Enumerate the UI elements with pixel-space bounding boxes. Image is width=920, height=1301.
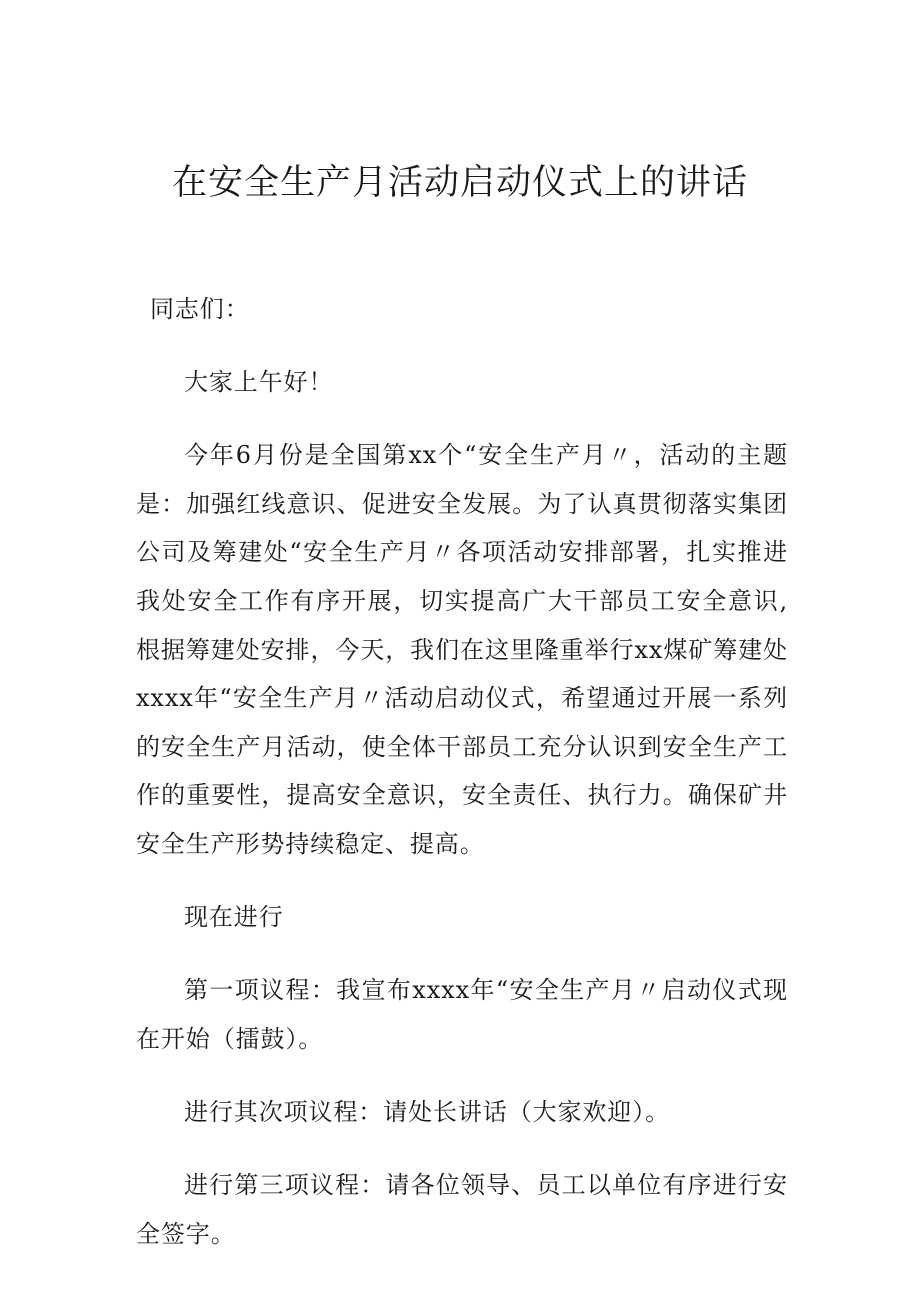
- document-title: 在安全生产月活动启动仪式上的讲话: [171, 163, 748, 203]
- paragraph-introduction: 今年6月份是全国第xx个“安全生产月〃，活动的主题是：加强红线意识、促进安全发展。为了认真贯彻落实集团公司及筹建处“安全生产月〃各项活动安排部署，扎实推进我处安全工作有序开展，切实提高广大干部员工安全意识,根据筹建处安排，今天，我们在这里隆重举行xx煤矿筹建处xxxx年“安全生产月〃活动启动仪式，希望通过开展一系列的安全生产月活动，使全体干部员工充分认识到安全生产工作的重要性，提高安全意识，安全责任、执行力。确保矿井安全生产形势持续稳定、提高。: [136, 441, 788, 858]
- paragraph-agenda-item-3: 进行第三项议程：请各位领导、员工以单位有序进行安全签字。: [136, 1170, 788, 1248]
- paragraph-agenda-item-2: 进行其次项议程：请处长讲话（大家欢迎）。: [184, 1097, 670, 1126]
- paragraph-now-proceeding: 现在进行: [184, 903, 284, 932]
- salutation: 同志们：: [150, 295, 250, 323]
- document-body: [136, 285, 788, 1283]
- paragraph-agenda-item-1: 第一项议程：我宣布xxxx年“安全生产月〃启动仪式现在开始（擂鼓）。: [136, 976, 788, 1053]
- paragraph-greeting: 大家上午好！: [184, 368, 334, 397]
